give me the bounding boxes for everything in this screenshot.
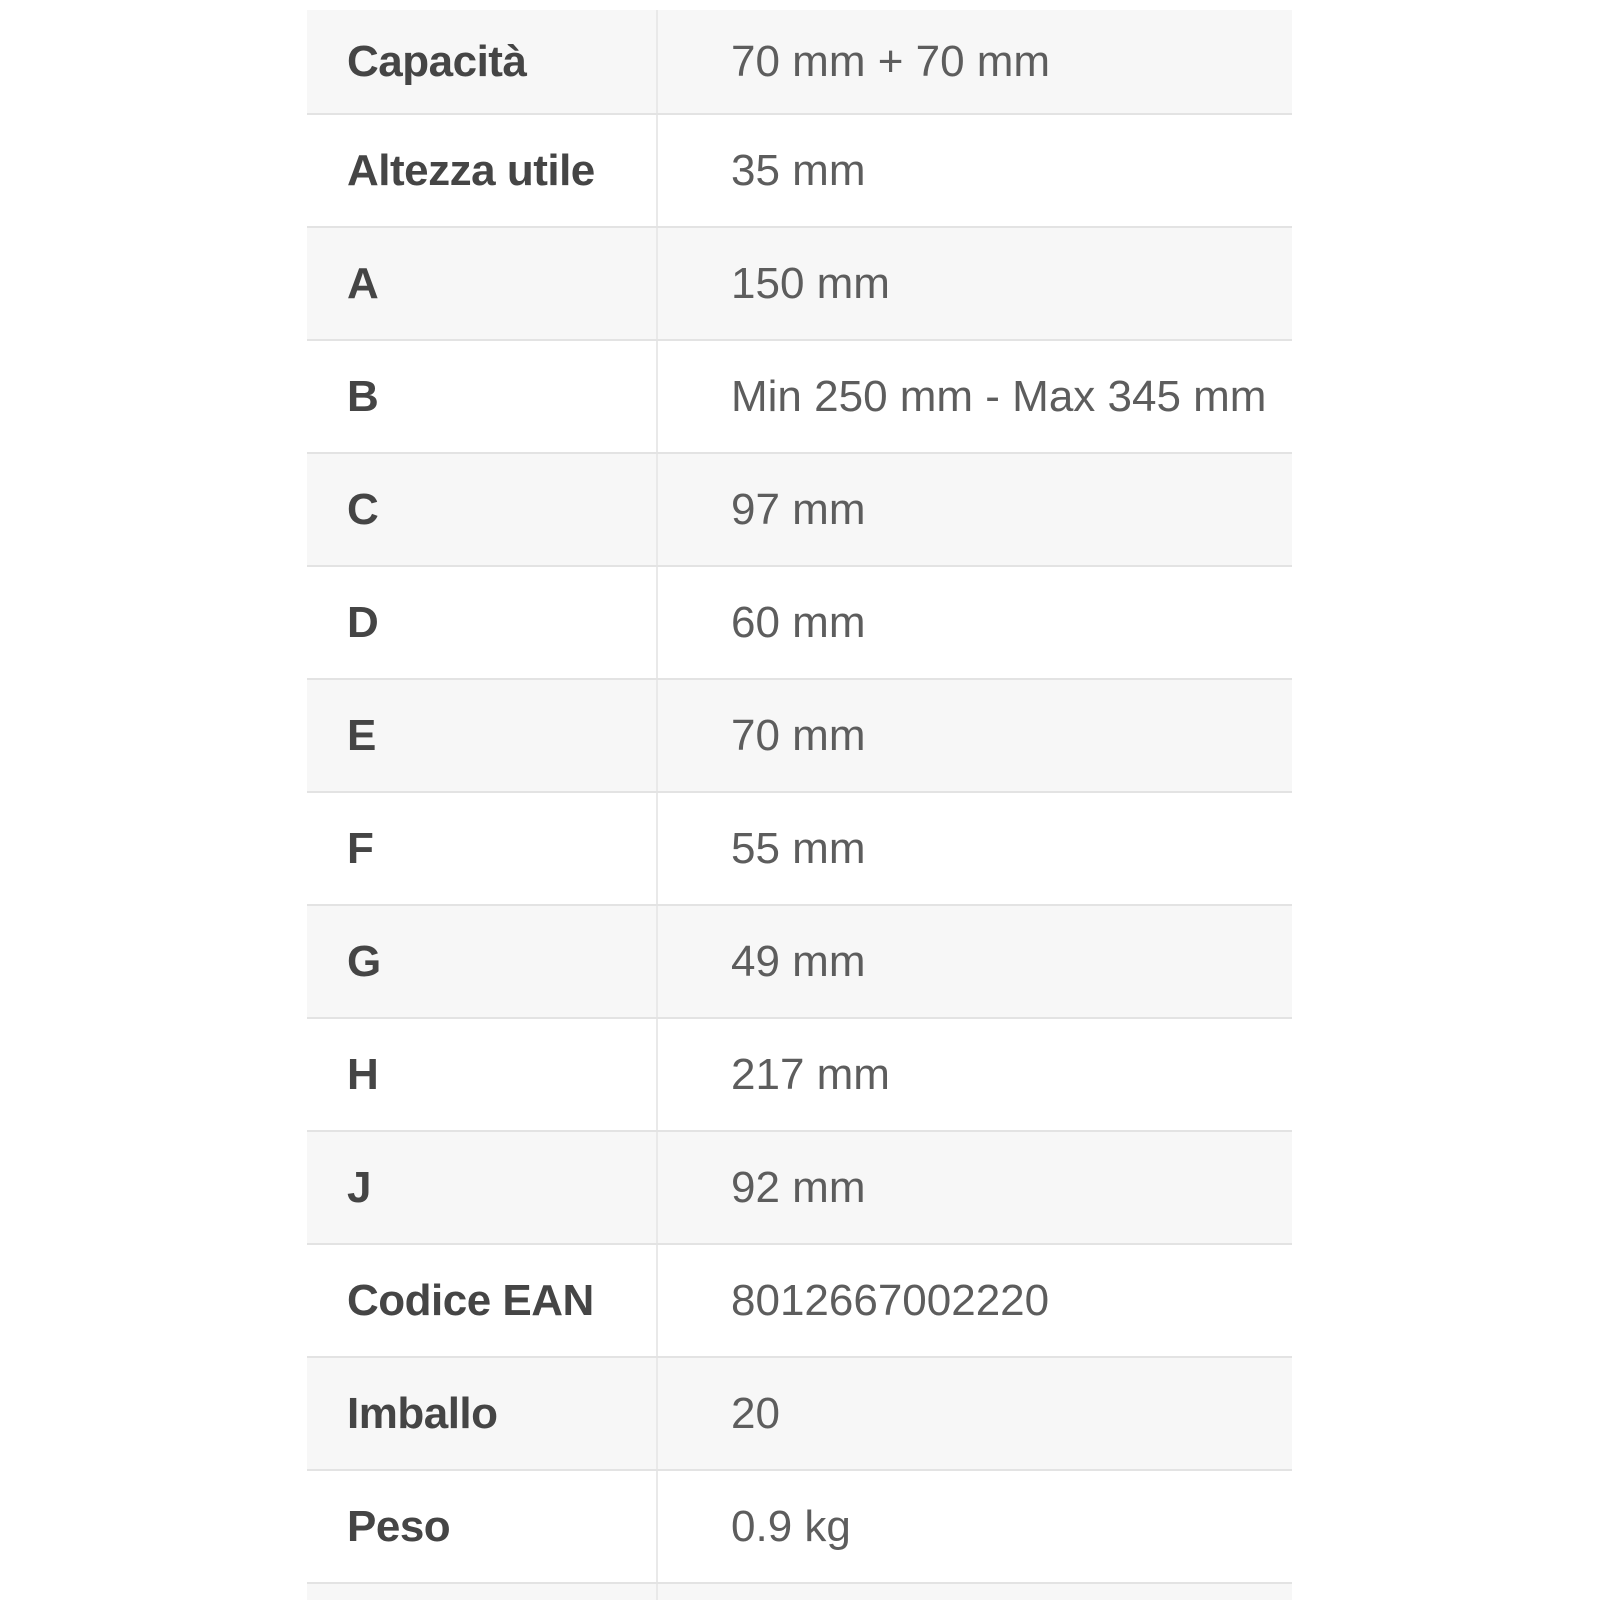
- spec-label: J: [307, 1132, 658, 1243]
- spec-value: 35 mm: [731, 145, 866, 195]
- spec-label: E: [307, 680, 658, 791]
- spec-value: 150 mm: [731, 258, 890, 308]
- spec-label: Peso: [307, 1471, 658, 1582]
- spec-value: 0.9 kg: [731, 1501, 851, 1551]
- table-row: [307, 339, 1292, 452]
- table-row: [307, 904, 1292, 1017]
- spec-label: Codice EAN: [307, 1245, 658, 1356]
- spec-value: 60 mm: [731, 597, 866, 647]
- spec-value: 217 mm: [731, 1049, 890, 1099]
- spec-table: [307, 10, 1292, 1600]
- spec-value: 49 mm: [731, 936, 866, 986]
- spec-value: 70 mm: [731, 710, 866, 760]
- table-row: [307, 10, 1292, 113]
- table-row: [307, 791, 1292, 904]
- spec-label: Altezza utile: [307, 115, 658, 226]
- table-row: [307, 1130, 1292, 1243]
- spec-value: 92 mm: [731, 1162, 866, 1212]
- table-row: [307, 452, 1292, 565]
- table-row: [307, 1243, 1292, 1356]
- table-row: [307, 113, 1292, 226]
- spec-value: [658, 1584, 1292, 1600]
- spec-label: B: [307, 341, 658, 452]
- table-row: [307, 226, 1292, 339]
- spec-value: 20: [731, 1388, 780, 1438]
- table-row: [307, 1469, 1292, 1582]
- spec-value: Min 250 mm - Max 345 mm: [731, 371, 1267, 421]
- table-row: [307, 1017, 1292, 1130]
- table-row-partial: [307, 1582, 1292, 1600]
- table-row: [307, 565, 1292, 678]
- spec-label: C: [307, 454, 658, 565]
- table-row: [307, 678, 1292, 791]
- spec-label: A: [307, 228, 658, 339]
- spec-label: H: [307, 1019, 658, 1130]
- spec-label: Imballo: [307, 1358, 658, 1469]
- spec-label: [307, 1584, 658, 1600]
- spec-label: Capacità: [307, 10, 658, 113]
- spec-label: F: [307, 793, 658, 904]
- spec-value: 97 mm: [731, 484, 866, 534]
- spec-value: 8012667002220: [731, 1275, 1050, 1325]
- table-row: [307, 1356, 1292, 1469]
- spec-label: D: [307, 567, 658, 678]
- spec-value: 55 mm: [731, 823, 866, 873]
- spec-label: G: [307, 906, 658, 1017]
- spec-value: 70 mm + 70 mm: [731, 36, 1051, 86]
